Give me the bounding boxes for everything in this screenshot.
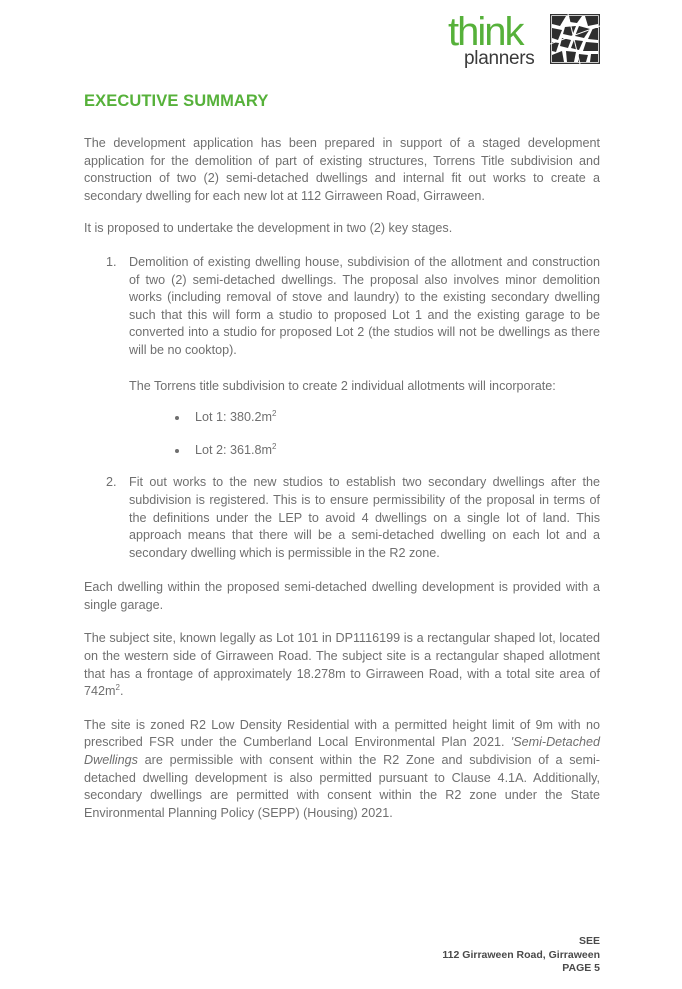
zoning-text-part1: The site is zoned R2 Low Density Residential with a permitted height limit of 9m with no prescribed FSR under the Cumberland Local Environmental Plan 2021. xyxy=(84,717,600,750)
logo-planners-text: planners xyxy=(464,48,535,69)
bullet-item xyxy=(84,409,600,427)
logo-think-text: think xyxy=(448,10,523,54)
paragraph-garage: Each dwelling within the proposed semi-detached dwelling development is provided with a single garage. xyxy=(84,580,600,612)
paragraph-zoning xyxy=(84,717,600,823)
footer-doc-code: SEE xyxy=(578,935,600,947)
lot-area-text: Lot 2: 361.8m xyxy=(195,442,273,457)
paragraph-stages-intro: It is proposed to undertake the development in two (2) key stages. xyxy=(84,221,453,236)
company-logo xyxy=(448,12,600,70)
subdivision-intro: The Torrens title subdivision to create 2 individual allotments will incorporate: xyxy=(129,378,556,393)
superscript: 2 xyxy=(272,409,277,419)
bullet-dot xyxy=(175,449,179,453)
list-item-number: 1. xyxy=(106,254,117,269)
logo-map-icon xyxy=(550,14,600,64)
page-footer xyxy=(442,935,600,976)
list-item-text: Demolition of existing dwelling house, subdivision of the allotment and construction of two (2) semi-detached dwellings. The proposal also involves minor demolition works (including removal of stove and laundry) to the existing secondary dwelling such that this will form a studio to proposed Lot 1 and the existing garage to be converted into a studio for proposed Lot 2 (the studios will not be dwellings as there will be no cooktop). xyxy=(129,254,600,357)
lot-bullet-list xyxy=(84,409,600,459)
list-item-text: Fit out works to the new studios to establish two secondary dwellings after the subdivision is registered. This is to ensure permissibility of the proposal in terms of the definitions under the LEP to avoid 4 dwellings on a single lot of land. This approach means that there will be a semi-detached dwelling on each lot and a secondary dwelling which is permissible in the R2 zone. xyxy=(129,475,600,560)
page-title: EXECUTIVE SUMMARY xyxy=(84,92,269,110)
period: . xyxy=(119,684,124,699)
lot-area-text: Lot 1: 380.2m xyxy=(195,410,273,425)
list-item-number: 2. xyxy=(106,475,117,490)
footer-page-number: PAGE 5 xyxy=(562,962,600,974)
list-item xyxy=(84,254,600,360)
document-body xyxy=(84,135,600,822)
superscript: 2 xyxy=(272,441,277,451)
footer-address: 112 Girraween Road, Girraween xyxy=(442,948,600,961)
paragraph-site-description xyxy=(84,630,600,700)
zoning-italic-term: 'Semi-Detached Dwellings xyxy=(84,735,600,768)
paragraph-intro: The development application has been prepared in support of a staged development application for the demolition of part of existing structures, Torrens Title subdivision and construction of two (2) semi-detached dwellings and internal fit out works to create a secondary dwelling for each new lot at 112 Girraween Road, Girraween. xyxy=(84,136,600,203)
stages-list xyxy=(84,254,600,562)
list-item xyxy=(84,474,600,562)
bullet-dot xyxy=(175,416,179,420)
superscript: 2 xyxy=(115,683,120,693)
bullet-item xyxy=(84,442,600,460)
zoning-text-part2: are permissible with consent within the R2 Zone and subdivision of a semi-detached dwelling development is also permitted pursuant to Clause 4.1A. Additionally, secondary dwellings are permitted with consent within the R2 zone under the State Environmental Planning Policy (SEPP) (Housing) 2021. xyxy=(84,753,600,820)
site-description-text: The subject site, known legally as Lot 101 in DP1116199 is a rectangular shaped lot, located on the western side of Girraween Road. The subject site is a rectangular shaped allotment that has a frontage of approximately 18.278m to Girraween Road, with a total site area of 742m xyxy=(84,631,600,699)
